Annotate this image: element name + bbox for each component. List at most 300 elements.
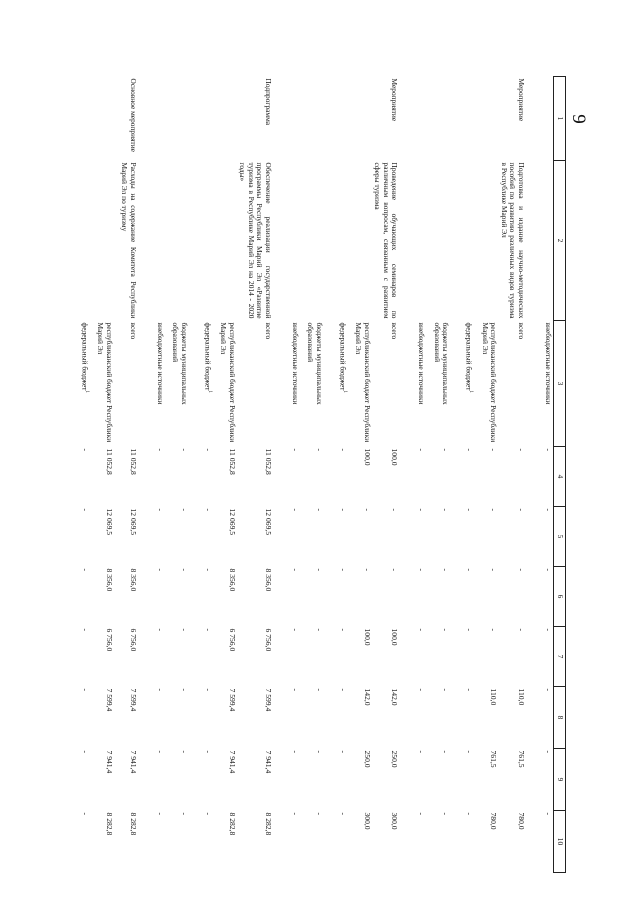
value-cell-text: 7 599,4 <box>128 688 138 712</box>
funding-source-cell <box>213 321 237 447</box>
value-cell-text: 6 756,0 <box>227 628 237 652</box>
value-cell-text: - <box>417 628 427 632</box>
value-cell-text: 8 282,8 <box>104 812 114 836</box>
event-name-cell <box>276 161 300 321</box>
event-name-cell <box>529 161 554 321</box>
event-name-cell <box>300 161 324 321</box>
funding-source-cell-text: всего <box>517 322 526 340</box>
value-cell <box>474 447 498 507</box>
value-cell-text: 6 756,0 <box>263 628 273 652</box>
event-type-cell <box>237 77 276 161</box>
funding-source-cell <box>141 321 165 447</box>
value-cell <box>165 811 189 873</box>
event-type-cell-text: Мероприятие <box>390 78 400 122</box>
value-cell <box>141 687 165 749</box>
value-cell <box>165 507 189 567</box>
event-name-cell <box>402 161 426 321</box>
value-cell <box>372 447 403 507</box>
value-cell <box>426 749 450 811</box>
value-cell <box>348 749 372 811</box>
value-cell <box>237 687 276 749</box>
value-cell-text: - <box>179 508 189 512</box>
value-cell <box>498 507 529 567</box>
value-cell-text: - <box>80 628 90 632</box>
value-cell-text: 7 599,4 <box>104 688 114 712</box>
value-cell <box>372 749 403 811</box>
value-cell <box>300 687 324 749</box>
value-cell-text: - <box>390 508 400 512</box>
value-cell-text: - <box>362 508 372 512</box>
value-cell-text: 110,0 <box>517 688 526 706</box>
value-cell <box>90 507 114 567</box>
funding-source-cell-text: федеральный бюджет <box>464 322 474 391</box>
value-cell-text: - <box>203 628 213 632</box>
value-cell <box>213 687 237 749</box>
value-cell <box>114 507 141 567</box>
value-cell <box>237 567 276 627</box>
table-row <box>213 77 237 873</box>
value-cell <box>189 627 213 687</box>
value-cell-text: - <box>465 750 475 754</box>
value-cell-text: - <box>338 812 348 816</box>
event-type-cell <box>165 77 189 161</box>
value-cell <box>300 811 324 873</box>
funding-source-cell-text: республиканский бюджет Республики Марий Эл <box>480 322 499 443</box>
column-header: 6 <box>554 567 566 627</box>
value-cell-text: - <box>390 568 400 572</box>
funding-source-cell-text: федеральный бюджет <box>80 322 90 391</box>
value-cell <box>426 687 450 749</box>
value-cell <box>324 567 348 627</box>
table-row <box>372 77 403 873</box>
funding-source-cell-text: бюджеты муниципальных образований <box>432 322 451 405</box>
value-cell <box>498 749 529 811</box>
table-row <box>189 77 213 873</box>
value-cell-text: - <box>155 568 165 572</box>
value-cell <box>114 811 141 873</box>
value-cell-text: 142,0 <box>390 688 400 706</box>
event-name-cell <box>474 161 498 321</box>
value-cell <box>450 627 474 687</box>
value-cell-text: - <box>517 508 526 512</box>
value-cell <box>402 749 426 811</box>
value-cell <box>372 687 403 749</box>
column-header: 8 <box>554 687 566 749</box>
funding-source-cell-text: внебюджетные источники <box>155 322 165 405</box>
value-cell <box>66 811 90 873</box>
value-cell <box>141 447 165 507</box>
value-cell <box>237 749 276 811</box>
value-cell <box>276 749 300 811</box>
event-type-cell <box>66 77 90 161</box>
value-cell-text: - <box>362 568 372 572</box>
value-cell <box>213 627 237 687</box>
event-name-cell-text: Расходы на содержание Комитета Республики Марий Эл по туризму <box>120 162 138 319</box>
value-cell-text: 761,5 <box>489 750 499 768</box>
value-cell <box>90 447 114 507</box>
value-cell-text: - <box>314 628 324 632</box>
column-header: 10 <box>554 811 566 873</box>
value-cell-text: - <box>179 568 189 572</box>
value-cell-text: - <box>203 812 213 816</box>
value-cell <box>402 567 426 627</box>
value-cell-text: - <box>203 448 213 452</box>
column-header: 2 <box>554 161 566 321</box>
value-cell-text: 11 052,8 <box>128 448 138 475</box>
value-cell-text: 12 069,5 <box>227 508 237 536</box>
value-cell-text: - <box>417 812 427 816</box>
value-cell <box>114 447 141 507</box>
event-type-cell <box>348 77 372 161</box>
funding-source-cell <box>237 321 276 447</box>
event-name-cell-text: Подготовка и издание научно-методических пособий по развитию различных видов туризма в Республике Марий Эл <box>499 162 526 319</box>
value-cell-text: - <box>544 568 553 572</box>
value-cell <box>213 567 237 627</box>
event-name-cell <box>66 161 90 321</box>
value-cell <box>213 507 237 567</box>
value-cell <box>213 749 237 811</box>
value-cell-text: 6 756,0 <box>128 628 138 652</box>
value-cell-text: - <box>155 628 165 632</box>
value-cell <box>141 507 165 567</box>
funding-source-cell <box>372 321 403 447</box>
value-cell-text: - <box>203 568 213 572</box>
funding-source-cell-text: федеральный бюджет <box>203 322 213 391</box>
column-header: 9 <box>554 749 566 811</box>
value-cell <box>324 749 348 811</box>
event-type-cell <box>276 77 300 161</box>
value-cell-text: - <box>544 448 553 452</box>
value-cell-text: - <box>290 812 300 816</box>
value-cell-text: - <box>489 628 499 632</box>
event-type-cell <box>300 77 324 161</box>
value-cell-text: 761,5 <box>517 750 526 768</box>
value-cell-text: - <box>465 688 475 692</box>
value-cell-text: - <box>314 508 324 512</box>
value-cell-text: 250,0 <box>390 750 400 768</box>
value-cell-text: - <box>465 628 475 632</box>
table-row <box>114 77 141 873</box>
value-cell-text: - <box>338 448 348 452</box>
value-cell-text: 8 356,0 <box>128 568 138 592</box>
header-row <box>554 77 566 873</box>
table-body <box>66 77 554 873</box>
value-cell <box>474 567 498 627</box>
value-cell <box>237 627 276 687</box>
value-cell-text: - <box>338 750 348 754</box>
funding-source-cell-text: бюджеты муниципальных образований <box>171 322 189 405</box>
table-row <box>276 77 300 873</box>
value-cell-text: 110,0 <box>489 688 499 706</box>
footnote-mark: 1 <box>341 390 347 394</box>
value-cell-text: 8 356,0 <box>227 568 237 592</box>
value-cell <box>324 507 348 567</box>
value-cell-text: - <box>179 750 189 754</box>
value-cell <box>450 749 474 811</box>
value-cell-text: - <box>314 448 324 452</box>
value-cell-text: 8 356,0 <box>263 568 273 592</box>
value-cell <box>426 507 450 567</box>
value-cell <box>324 811 348 873</box>
event-name-cell-text: Обеспечение реализации государственной программы Республики Марий Эл «Развитие туризма в Республике Марий Эл на 2014 - 2020 годы» <box>238 162 273 319</box>
value-cell-text: - <box>80 688 90 692</box>
value-cell <box>189 567 213 627</box>
value-cell <box>141 627 165 687</box>
value-cell-text: - <box>155 448 165 452</box>
value-cell-text: - <box>338 688 348 692</box>
value-cell-text: - <box>465 812 475 816</box>
value-cell <box>372 811 403 873</box>
value-cell <box>402 627 426 687</box>
table-row <box>141 77 165 873</box>
value-cell <box>237 447 276 507</box>
value-cell <box>474 687 498 749</box>
value-cell-text: 100,0 <box>362 628 372 646</box>
table-row <box>426 77 450 873</box>
footnote-mark: 1 <box>83 390 89 394</box>
funding-source-cell <box>529 321 554 447</box>
event-name-cell <box>189 161 213 321</box>
value-cell <box>165 447 189 507</box>
value-cell-text: 7 941,4 <box>227 750 237 774</box>
funding-source-cell-text: внебюджетные источники <box>290 322 300 405</box>
value-cell-text: - <box>290 688 300 692</box>
value-cell <box>300 627 324 687</box>
value-cell <box>348 627 372 687</box>
value-cell-text: - <box>155 688 165 692</box>
value-cell <box>450 507 474 567</box>
value-cell-text: 12 069,5 <box>128 508 138 536</box>
value-cell-text: 8 282,8 <box>128 812 138 836</box>
value-cell-text: - <box>441 508 451 512</box>
value-cell-text: - <box>314 688 324 692</box>
event-type-cell-text: Подпрограмма <box>263 78 273 126</box>
event-type-cell <box>426 77 450 161</box>
table-row <box>498 77 529 873</box>
funding-source-cell-text: всего <box>128 322 138 340</box>
value-cell <box>474 811 498 873</box>
value-cell-text: - <box>441 812 451 816</box>
value-cell <box>66 447 90 507</box>
value-cell-text: - <box>155 750 165 754</box>
value-cell-text: - <box>441 448 451 452</box>
value-cell-text: - <box>544 750 553 754</box>
value-cell-text: 300,0 <box>362 812 372 830</box>
value-cell-text: - <box>517 628 526 632</box>
value-cell-text: - <box>179 688 189 692</box>
value-cell-text: - <box>179 448 189 452</box>
value-cell-text: - <box>465 568 475 572</box>
event-name-cell <box>324 161 348 321</box>
value-cell-text: - <box>489 448 499 452</box>
value-cell <box>237 507 276 567</box>
table-row <box>348 77 372 873</box>
funding-source-cell-text: внебюджетные источники <box>417 322 427 405</box>
value-cell <box>372 567 403 627</box>
value-cell-text: 7 599,4 <box>227 688 237 712</box>
event-type-cell <box>474 77 498 161</box>
funding-source-cell-text: бюджеты муниципальных образований <box>306 322 324 405</box>
value-cell-text: - <box>417 448 427 452</box>
value-cell-text: 12 069,5 <box>263 508 273 536</box>
value-cell <box>348 507 372 567</box>
value-cell-text: - <box>203 508 213 512</box>
column-header: 7 <box>554 627 566 687</box>
value-cell-text: 8 282,8 <box>227 812 237 836</box>
event-type-cell-text: Мероприятие <box>517 78 526 122</box>
value-cell <box>276 627 300 687</box>
value-cell <box>90 749 114 811</box>
event-type-cell <box>498 77 529 161</box>
value-cell-text: - <box>544 508 553 512</box>
value-cell <box>498 811 529 873</box>
value-cell <box>66 567 90 627</box>
funding-source-cell <box>300 321 324 447</box>
value-cell-text: 7 941,4 <box>104 750 114 774</box>
funding-source-cell-text: внебюджетные источники <box>544 322 553 405</box>
column-header: 3 <box>554 321 566 447</box>
value-cell-text: - <box>489 508 499 512</box>
value-cell <box>300 749 324 811</box>
value-cell-text: - <box>544 688 553 692</box>
event-type-cell <box>450 77 474 161</box>
value-cell-text: - <box>441 628 451 632</box>
table-row <box>402 77 426 873</box>
value-cell <box>402 687 426 749</box>
value-cell-text: 7 941,4 <box>263 750 273 774</box>
value-cell <box>165 567 189 627</box>
value-cell-text: - <box>290 568 300 572</box>
value-cell <box>348 811 372 873</box>
funding-source-cell-text: республиканский бюджет Республики Марий Эл <box>96 322 114 443</box>
value-cell <box>237 811 276 873</box>
value-cell-text: - <box>338 568 348 572</box>
event-type-cell <box>189 77 213 161</box>
funding-source-cell <box>498 321 529 447</box>
value-cell <box>426 627 450 687</box>
value-cell <box>450 567 474 627</box>
column-header: 4 <box>554 447 566 507</box>
value-cell <box>276 687 300 749</box>
value-cell-text: 7 941,4 <box>128 750 138 774</box>
value-cell-text: - <box>80 812 90 816</box>
funding-source-cell <box>426 321 450 447</box>
funding-source-cell <box>402 321 426 447</box>
event-type-cell <box>114 77 141 161</box>
value-cell-text: - <box>441 750 451 754</box>
event-name-cell <box>372 161 403 321</box>
value-cell <box>114 749 141 811</box>
value-cell <box>529 627 554 687</box>
value-cell-text: 12 069,5 <box>104 508 114 536</box>
value-cell <box>450 447 474 507</box>
funding-source-cell <box>348 321 372 447</box>
value-cell-text: 250,0 <box>362 750 372 768</box>
value-cell-text: - <box>417 568 427 572</box>
event-name-cell <box>165 161 189 321</box>
value-cell-text: 100,0 <box>362 448 372 466</box>
value-cell <box>450 687 474 749</box>
value-cell <box>276 447 300 507</box>
value-cell <box>276 507 300 567</box>
value-cell-text: - <box>80 568 90 572</box>
funding-source-cell <box>450 321 474 447</box>
funding-source-cell <box>165 321 189 447</box>
value-cell-text: - <box>465 508 475 512</box>
event-type-cell <box>141 77 165 161</box>
value-cell <box>165 749 189 811</box>
value-cell <box>300 567 324 627</box>
value-cell <box>498 687 529 749</box>
value-cell <box>529 447 554 507</box>
value-cell <box>114 687 141 749</box>
table-row <box>450 77 474 873</box>
value-cell <box>114 567 141 627</box>
value-cell <box>90 687 114 749</box>
value-cell <box>348 687 372 749</box>
rotated-sheet <box>80 76 566 872</box>
value-cell <box>276 567 300 627</box>
value-cell <box>66 687 90 749</box>
value-cell-text: - <box>179 812 189 816</box>
footnote-mark: 1 <box>206 390 212 394</box>
value-cell <box>213 447 237 507</box>
value-cell-text: - <box>417 688 427 692</box>
event-name-cell <box>90 161 114 321</box>
value-cell-text: 11 052,8 <box>263 448 273 475</box>
value-cell <box>529 749 554 811</box>
value-cell <box>66 627 90 687</box>
table-row <box>90 77 114 873</box>
table-row <box>324 77 348 873</box>
value-cell <box>189 687 213 749</box>
event-type-cell <box>90 77 114 161</box>
value-cell <box>324 627 348 687</box>
value-cell-text: 142,0 <box>362 688 372 706</box>
value-cell-text: - <box>544 812 553 816</box>
value-cell <box>165 627 189 687</box>
event-type-cell <box>213 77 237 161</box>
value-cell <box>426 811 450 873</box>
funding-source-cell <box>66 321 90 447</box>
event-name-cell <box>237 161 276 321</box>
funding-source-cell-text: республиканский бюджет Республики Марий Эл <box>219 322 237 443</box>
value-cell-text: 8 356,0 <box>104 568 114 592</box>
value-cell <box>300 447 324 507</box>
value-cell <box>189 447 213 507</box>
value-cell <box>529 507 554 567</box>
value-cell <box>213 811 237 873</box>
value-cell-text: - <box>80 448 90 452</box>
value-cell <box>529 687 554 749</box>
value-cell-text: - <box>290 448 300 452</box>
value-cell <box>348 447 372 507</box>
value-cell-text: - <box>314 750 324 754</box>
value-cell <box>90 627 114 687</box>
value-cell <box>402 507 426 567</box>
value-cell <box>348 567 372 627</box>
value-cell-text: 11 052,8 <box>104 448 114 475</box>
value-cell-text: - <box>544 628 553 632</box>
value-cell-text: - <box>179 628 189 632</box>
value-cell <box>189 811 213 873</box>
event-name-cell <box>213 161 237 321</box>
table-row <box>300 77 324 873</box>
value-cell-text: - <box>517 568 526 572</box>
value-cell <box>114 627 141 687</box>
value-cell <box>276 811 300 873</box>
funding-source-cell <box>90 321 114 447</box>
